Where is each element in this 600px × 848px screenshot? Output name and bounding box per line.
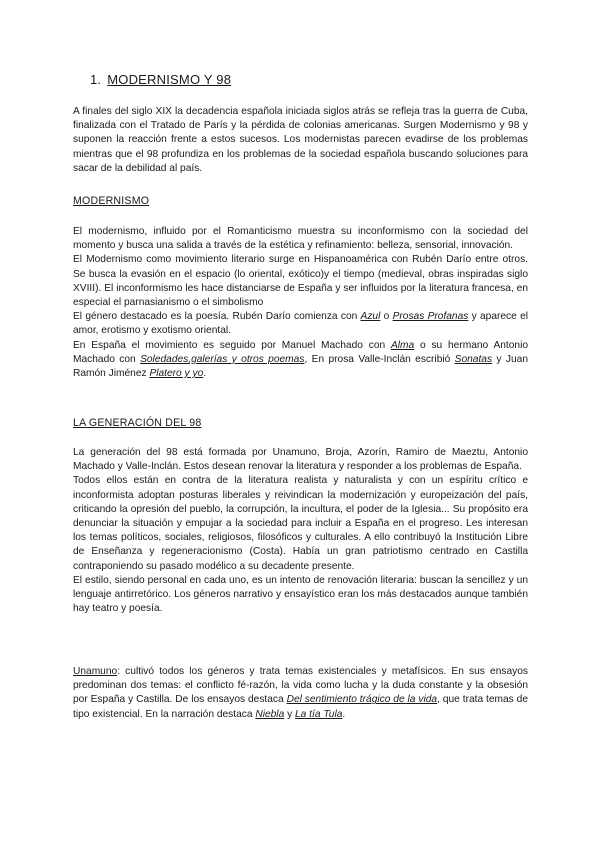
work-title: Platero y yo [149,368,204,380]
generacion-paragraph-2: Todos ellos están en contra de la literatura realista y naturalista y con un espíritu crítico e inconformista adoptan posturas liberales y reivindican la modernización y europeización del país, criticando la opresión del pueblo, la corrupción, la incultura, el poder de la Iglesia... Su propósito era denunciar la situación y empujar a la sociedad para incluir a España en el progreso. Les interesan los temas políticos, sociales, religiosos, filosóficos y culturales. A ello contribuyó la Institución Libre de Enseñanza y regeneracionismo (Costa). Había un gran patriotismo centrado en Castilla contraponiendo su pasado modélico a su decadente presente. [73,475,528,572]
modernismo-paragraph-3: El género destacado es la poesía. Rubén Darío comienza con Azul o Prosas Profanas y aparece el amor, erotismo y exotismo oriental. [73,311,529,337]
generacion-paragraph-1: La generación del 98 está formada por Unamuno, Broja, Azorín, Ramiro de Maeztu, Antonio Machado y Valle-Inclán. Estos desean renovar la literatura y responder a los problemas de España. [73,447,528,473]
modernismo-section [73,225,528,381]
work-title: Soledades,galerías y otros poemas [140,353,305,365]
work-title: Prosas Profanas [392,311,469,323]
work-title: Sonatas [454,353,493,365]
modernismo-paragraph-2: El Modernismo como movimiento literario surge en Hispanoamérica con Rubén Darío entre otros. Se busca la evasión en el espacio (lo oriental, exótico)y el tiempo (medieval, obras inspiradas siglo XVIII). El inconformismo les hace distanciarse de España y ser influidos por la literatura francesa, en especial el parnasianismo o el simbolismo [73,254,528,309]
modernismo-heading: MODERNISMO [73,195,150,207]
work-title: Alma [390,339,415,351]
section-title-text: MODERNISMO Y 98 [107,72,232,87]
unamuno-paragraph: Unamuno: cultivó todos los géneros y trata temas existenciales y metafísicos. En sus ensayos predominan dos temas: el conflicto fé-razón, la vida como lucha y la duda constante y la obsesión por España y Castilla. De los ensayos destaca Del sentimiento trágico de la vida, que trata temas de tipo existencial. En la narración destaca Niebla y La tía Tula. [73,666,529,720]
author-name: Unamuno [73,666,118,677]
generacion-section [73,446,528,616]
modernismo-paragraph-1: El modernismo, influido por el Romanticismo muestra su inconformismo con la sociedad del momento y busca una salida a través de la estética y refinamiento: belleza, sensorial, innovación. [73,226,528,252]
generacion-heading: LA GENERACIÓN DEL 98 [73,417,202,429]
work-title: Del sentimiento trágico de la vida [286,694,438,706]
section-title [90,72,231,87]
work-title: Azul [360,311,381,323]
generacion-paragraph-3: El estilo, siendo personal en cada uno, es un intento de renovación literaria: buscan la sencillez y un lenguaje antirretórico. Los géneros narrativo y ensayístico eran los más destacados aunque también hay teatro y poesía. [73,574,528,615]
work-title: Niebla [255,708,285,720]
section-number: 1. [90,72,102,87]
work-title: La tía Tula [295,708,343,720]
intro-paragraph: A finales del siglo XIX la decadencia española iniciada siglos atrás se refleja tras la guerra de Cuba, finalizada con el Tratado de París y la pérdida de colonias americanas. Surgen Modernismo y 98 y suponen la reacción frente a estos sucesos. Los modernistas parecen evadirse de los problemas mientras que el 98 profundiza en los problemas de la sociedad española buscando soluciones para sacar de la debilidad al país. [73,106,528,174]
modernismo-paragraph-4: En España el movimiento es seguido por Manuel Machado con Alma o su hermano Antonio Machado con Soledades,galerías y otros poemas, En prosa Valle-Inclán escribió Sonatas y Juan Ramón Jiménez Platero y yo. [73,339,528,380]
